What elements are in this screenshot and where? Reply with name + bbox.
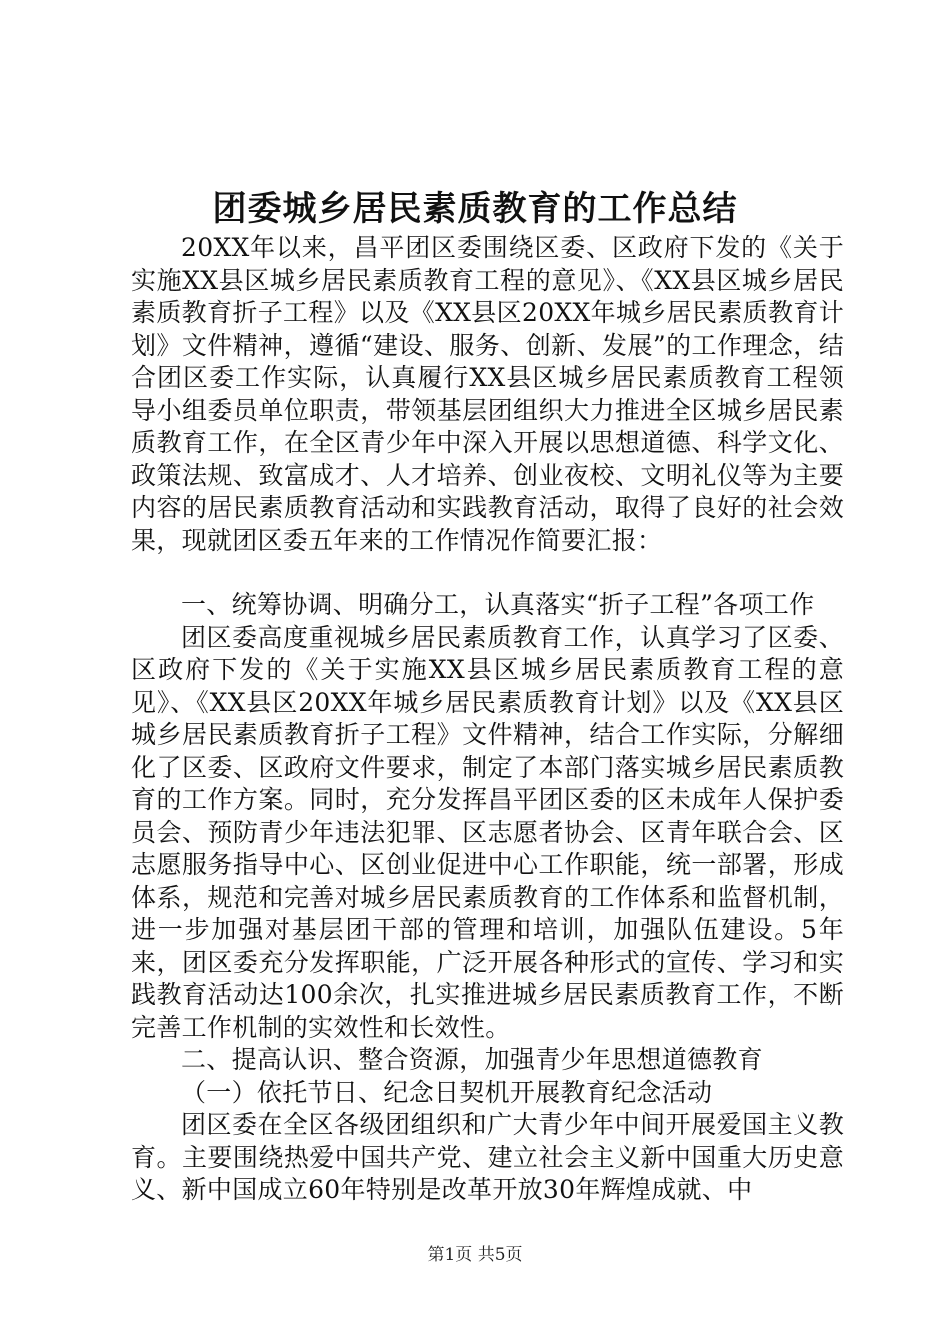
section-heading-1: 一、统筹协调、明确分工，认真落实“折子工程”各项工作 (181, 590, 815, 619)
subsection-heading-1: （一）依托节日、纪念日契机开展教育纪念活动 (181, 1077, 713, 1107)
section-heading-2: 二、提高认识、整合资源，加强青少年思想道德教育 (181, 1045, 763, 1074)
paragraph-subsection-1: 团区委在全区各级团组织和广大青少年中间开展爱国主义教育。主要围绕热爱中国共产党、建立社会主义新中国重大历史意义、新中国成立60年特别是改革开放30年辉煌成就、中 (131, 1110, 844, 1204)
paragraph-section-1: 团区委高度重视城乡居民素质教育工作，认真学习了区委、区政府下发的《关于实施XX县区城乡居民素质教育工程的意见》、《XX县区20XX年城乡居民素质教育计划》以及《XX县区城乡居民素质教育折子工程》文件精神，结合工作实际，分解细化了区委、区政府文件要求，制定了本部门落实城乡居民素质教育的工作方案。同时，充分发挥昌平团区委的区未成年人保护委员会、预防青少年违法犯罪、区志愿者协会、区青年联合会、区志愿服务指导中心、区创业促进中心工作职能，统一部署，形成体系，规范和完善对城乡居民素质教育的工作体系和监督机制，进一步加强对基层团干部的管理和培训，加强队伍建设。5年来，团区委充分发挥职能，广泛开展各种形式的宣传、学习和实践教育活动达100余次，扎实推进城乡居民素质教育工作，不断完善工作机制的实效性和长效性。 (131, 622, 844, 1042)
document-body (131, 232, 844, 1207)
document-title: 团委城乡居民素质教育的工作总结 (212, 189, 738, 229)
page-footer: 第1页 共5页 (427, 1245, 523, 1265)
paragraph-intro: 20XX年以来，昌平团区委围绕区委、区政府下发的《关于实施XX县区城乡居民素质教育工程的意见》、《XX县区城乡居民素质教育折子工程》以及《XX县区20XX年城乡居民素质教育计划》文件精神，遵循“建设、服务、创新、发展”的工作理念，结合团区委工作实际，认真履行XX县区城乡居民素质教育工程领导小组委员单位职责，带领基层团组织大力推进全区城乡居民素质教育工作，在全区青少年中深入开展以思想道德、科学文化、政策法规、致富成才、人才培养、创业夜校、文明礼仪等为主要内容的居民素质教育活动和实践教育活动，取得了良好的社会效果，现就团区委五年来的工作情况作简要汇报： (131, 233, 844, 555)
